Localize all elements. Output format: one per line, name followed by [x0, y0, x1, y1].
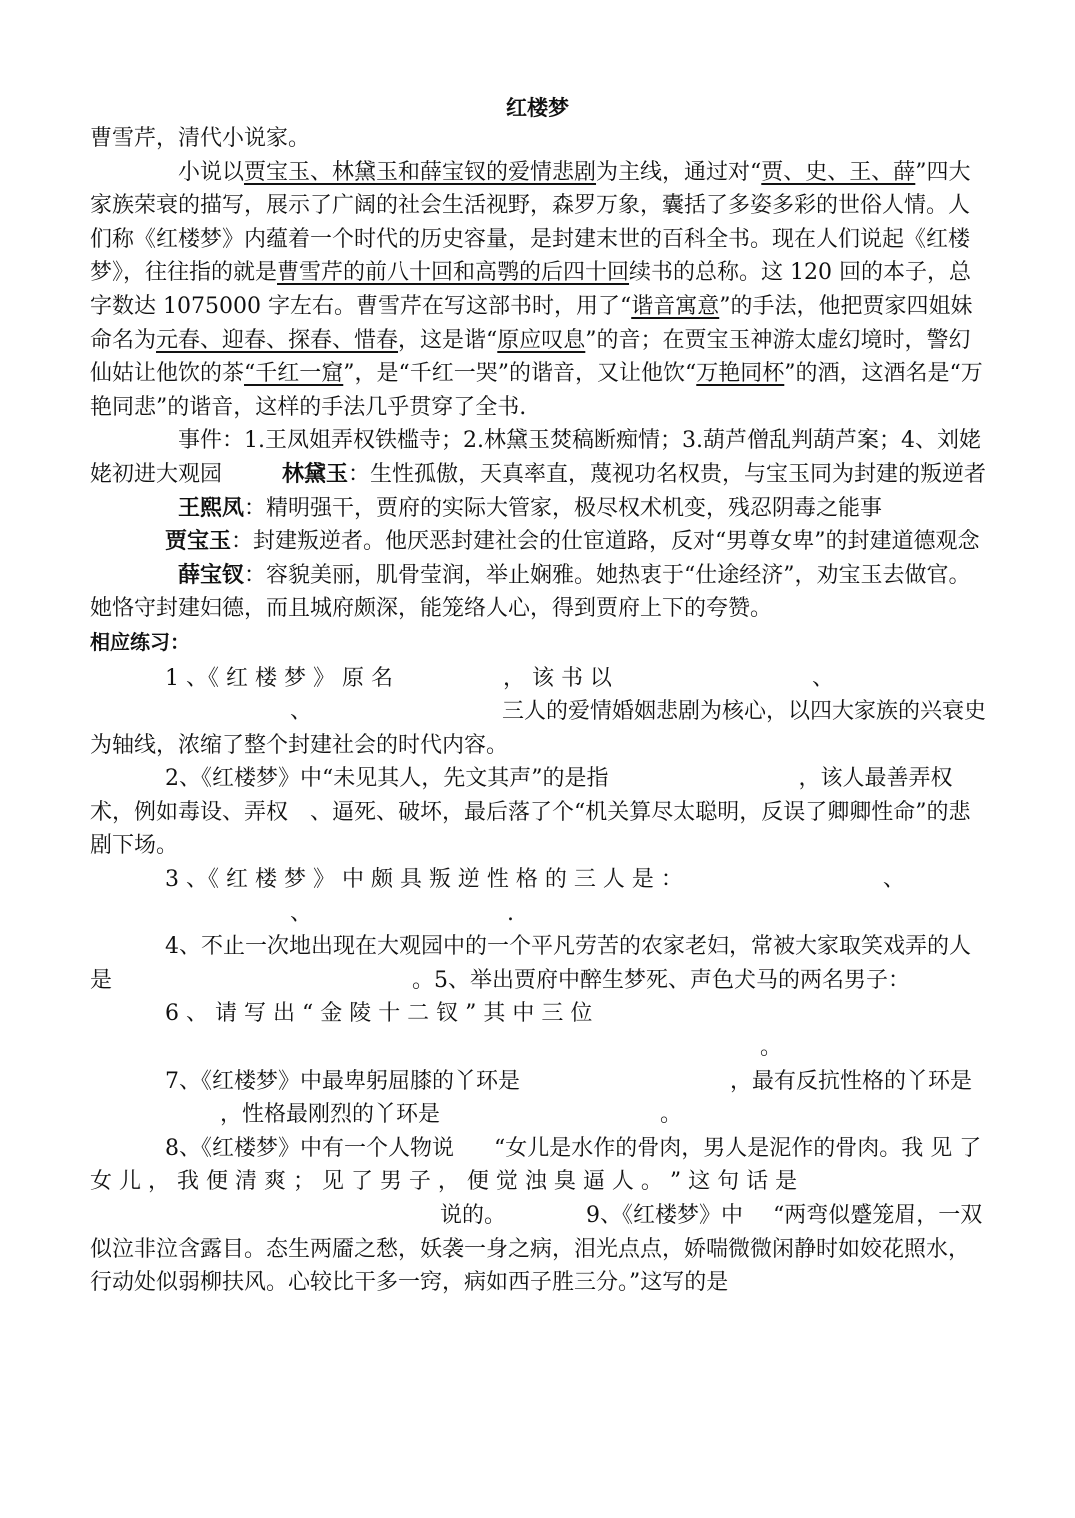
q3-text: 3 、《 红 楼 梦 》 中 颇 具 叛 逆 性 格 的 三 人 是 ： [165, 867, 683, 893]
text-run: 续书的总称。这 120 回的本子，总字数达 1075000 字左右。曹雪芹在写这部书时，用了“ [90, 260, 972, 319]
q7-text: 7、《红楼梦》中最卑躬屈膝的丫环是 [165, 1068, 520, 1094]
q2-text: ，该人最善弄权术，例如毒设、弄权 [90, 766, 953, 825]
q8-text: “女儿是水作的骨肉，男人是泥作的骨肉。我 见 了 女 儿 ， 我 便 清 爽 ； 见 了 男 子 ， 便 觉 浊 臭 逼 人 。 ” 这 句 话 是 [90, 1135, 982, 1195]
q1-text: 、 [290, 699, 313, 725]
character-name-jia: 贾宝玉 [165, 529, 232, 555]
underlined-text: 曹雪芹的前八十回和高鹗的后四十回 [277, 260, 630, 286]
text-run: ”的酒，这酒名是“万艳同悲”的谐音，这样的手法几乎贯穿了全书. [90, 361, 983, 420]
q4-text: 。5、举出贾府中醉生梦死、声色犬马的两名男子： [412, 967, 911, 993]
character-desc-jia: ：封建叛逆者。他厌恶封建社会的仕宦道路，反对“男尊女卑”的封建道德观念 [231, 529, 980, 555]
page-title: 红楼梦 [506, 96, 569, 120]
summary-paragraph [90, 156, 990, 425]
character-wang [90, 492, 990, 526]
underlined-text: 原应叹息 [497, 327, 586, 353]
text-run: 小说以 [178, 159, 245, 185]
q2-text: 、逼死、破坏，最后落了个“机关算尽太聪明，反误了卿卿性命”的悲剧下场。 [90, 799, 971, 859]
q6-text: 6 、 请 写 出 “ 金 陵 十 二 钗 ” 其 中 三 位 [165, 1001, 593, 1027]
character-desc-lin: ：生性孤傲，天真率直，蔑视功名权贵，与宝玉同为封建的叛逆者 [348, 461, 987, 487]
events-text: 事件：1.王凤姐弄权铁槛寺；2.林黛玉焚稿断痴情；3.葫芦僧乱判葫芦案；4、刘姥姥初进大观园 [90, 428, 981, 487]
text-run: ”的音；在贾宝玉神游太虚幻境时，警幻仙姑让他饮的茶 [90, 327, 971, 387]
question-7 [90, 1065, 990, 1132]
text-run: ”的手法，他把贾家四姐妹命名为 [90, 293, 973, 353]
q1-text: 、 [811, 665, 834, 691]
q1-text: 1 、《 红 楼 梦 》 原 名 [165, 665, 393, 691]
document-body [90, 122, 990, 1300]
character-jia [90, 525, 990, 559]
events-paragraph [90, 424, 990, 491]
q7-text: 。 [660, 1102, 683, 1128]
q9-text: 9、《红楼梦》中 [586, 1203, 744, 1228]
q2-text: 2、《红楼梦》中“未见其人，先文其声”的是指 [165, 766, 609, 792]
q1-text: ， 该 书 以 [502, 665, 612, 691]
question-1 [90, 662, 990, 763]
question-2 [90, 762, 990, 863]
exercises-heading: 相应练习： [90, 629, 190, 654]
q3-text: . [507, 900, 515, 926]
underlined-text: 万艳同杯 [696, 361, 785, 387]
q3-text: 、 [290, 900, 313, 926]
q7-text: ，性格最刚烈的丫环是 [220, 1102, 441, 1128]
character-name-wang: 王熙凤 [178, 495, 245, 521]
character-desc-wang: ：精明强干，贾府的实际大管家，极尽权术机变，残忍阴毒之能事 [244, 495, 883, 521]
text-run: ，这是谐“ [398, 327, 498, 353]
underlined-text: 贾、史、王、薛 [761, 159, 916, 185]
question-4 [90, 930, 990, 997]
underlined-text: 元春、迎春、探春、惜春 [156, 327, 399, 353]
text-run: 为主线，通过对“ [596, 159, 762, 185]
q7-text: ，最有反抗性格的丫环是 [730, 1068, 973, 1094]
question-6 [90, 997, 990, 1064]
q8-text: 8、《红楼梦》中有一个人物说 [165, 1135, 454, 1161]
underlined-text: “千红一窟 [244, 361, 344, 387]
underlined-text: 谐音寓意 [631, 293, 720, 319]
question-8-9 [90, 1132, 990, 1300]
character-desc-xue: ：容貌美丽，肌骨莹润，举止娴雅。她热衷于“仕途经济”，劝宝玉去做官。她恪守封建妇德，而且城府颇深，能笼络人心，得到贾府上下的夸赞。 [90, 562, 971, 622]
character-name-lin: 林黛玉 [282, 461, 349, 487]
q9-text: “两弯似蹙笼眉，一双似泣非泣含露目。态生两靥之愁，妖袭一身之病，泪光点点，娇喘微微闲静时如姣花照水，行动处似弱柳扶风。心较比干多一窍，病如西子胜三分。”这写的是 [90, 1203, 983, 1296]
q1-text: 三人的爱情婚姻悲剧为核心，以四大家族的兴衰史为轴线，浓缩了整个封建社会的时代内容。 [90, 699, 987, 758]
q4-text: 4、不止一次地出现在大观园中的一个平凡劳苦的农家老妇，常被大家取笑戏弄的人是 [90, 934, 971, 993]
q6-text: 。 [760, 1035, 783, 1061]
text-run: ”四大家族荣衰的描写，展示了广阔的社会生活视野，森罗万象，囊括了多姿多彩的世俗人情。人们称《红楼梦》内蕴着一个时代的历史容量，是封建末世的百科全书。现在人们说起《红楼梦》，往往指的就是 [90, 159, 971, 286]
character-xue [90, 559, 990, 626]
author-line: 曹雪芹，清代小说家。 [90, 126, 311, 151]
q8-text: 说的。 [440, 1203, 507, 1228]
q3-text: 、 [882, 867, 905, 893]
text-run: ”，是“千红一哭”的谐音，又让他饮“ [343, 361, 697, 387]
underlined-text: 贾宝玉、林黛玉和薛宝钗的爱情悲剧 [244, 159, 597, 185]
character-name-xue: 薛宝钗 [178, 562, 245, 588]
question-3 [90, 863, 990, 930]
